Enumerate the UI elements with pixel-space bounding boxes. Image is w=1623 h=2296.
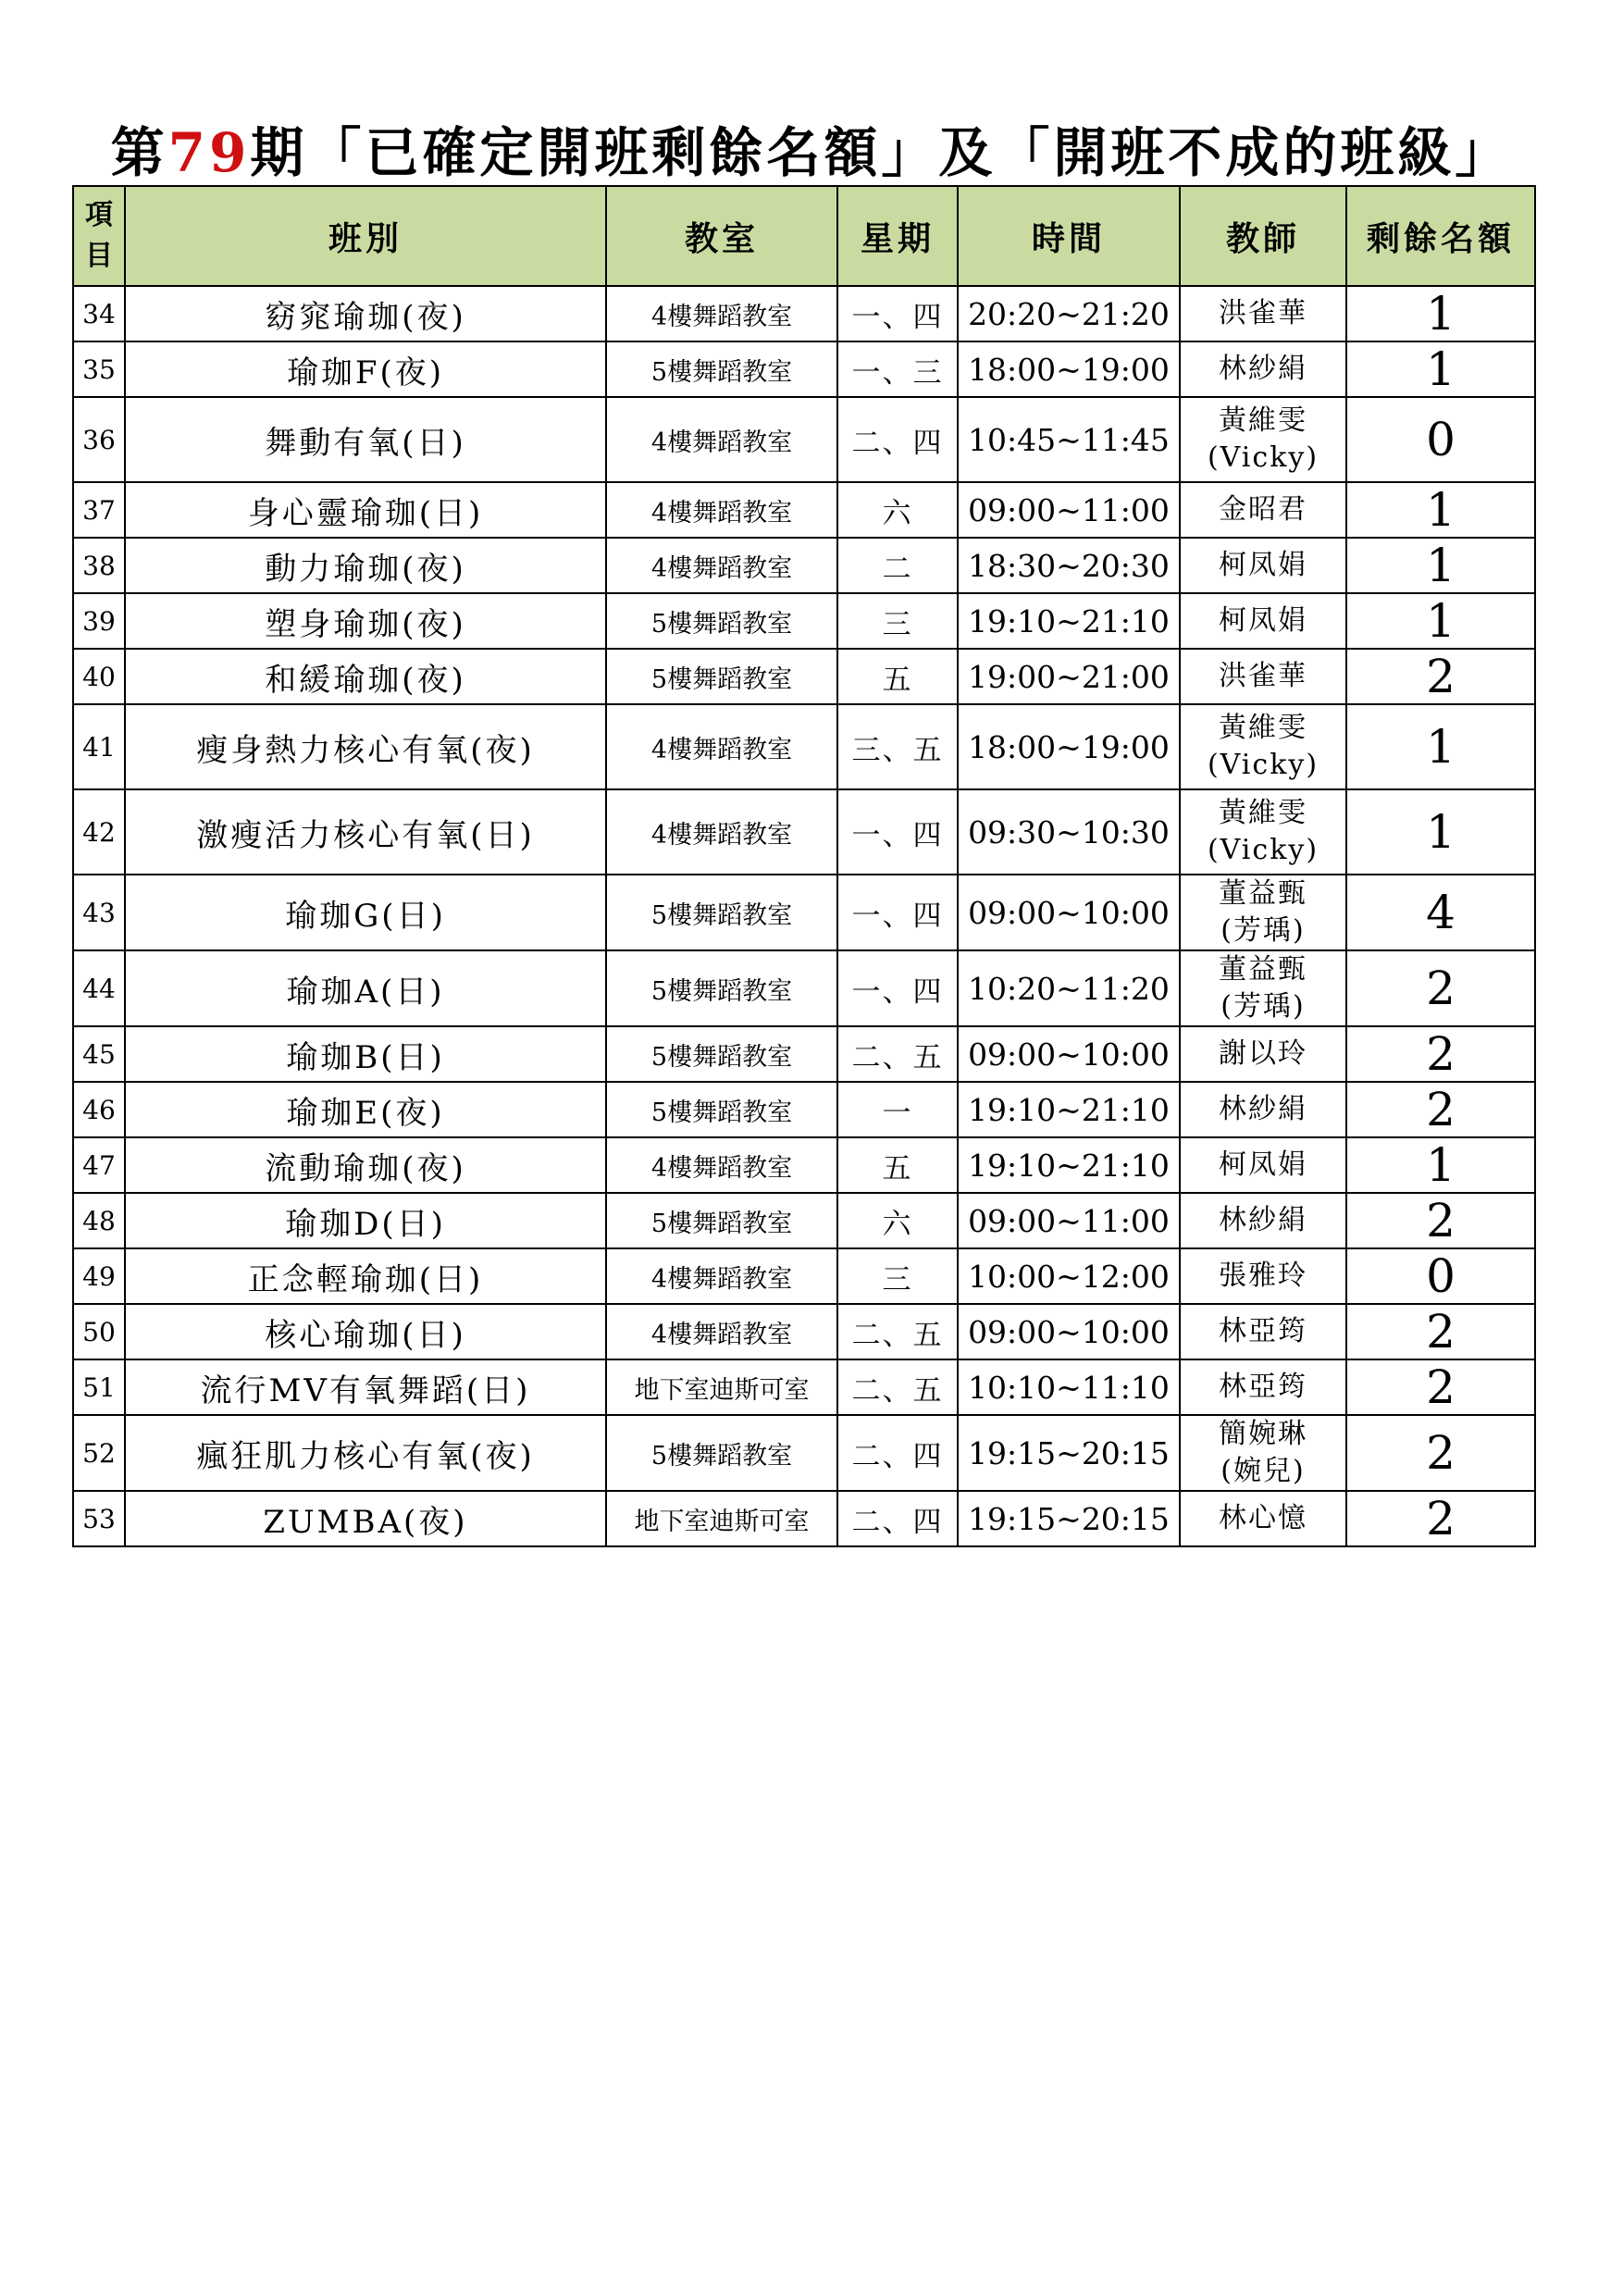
row-item-number: 44 <box>73 950 125 1026</box>
row-teacher: 張雅玲 <box>1180 1248 1346 1304</box>
row-item-number: 47 <box>73 1137 125 1193</box>
row-item-number: 46 <box>73 1082 125 1137</box>
row-teacher: 洪雀華 <box>1180 286 1346 341</box>
row-day: 二、五 <box>837 1304 958 1359</box>
row-remaining: 1 <box>1346 286 1535 341</box>
row-day: 一、四 <box>837 286 958 341</box>
row-remaining: 2 <box>1346 649 1535 704</box>
title-text: 期「已確定開班剩餘名額」及「開班不成的班級」 <box>250 121 1513 184</box>
row-teacher: 洪雀華 <box>1180 649 1346 704</box>
title-term-number: 79 <box>167 121 251 184</box>
row-class-name: 瑜珈B(日) <box>125 1026 606 1082</box>
row-room: 地下室迪斯可室 <box>606 1359 837 1415</box>
row-item-number: 43 <box>73 875 125 950</box>
row-teacher: 黃維雯 (Vicky) <box>1180 789 1346 875</box>
row-room: 4樓舞蹈教室 <box>606 482 837 538</box>
table-header-row <box>73 186 1535 286</box>
row-remaining: 1 <box>1346 1137 1535 1193</box>
row-room: 4樓舞蹈教室 <box>606 1137 837 1193</box>
row-class-name: 瘋狂肌力核心有氧(夜) <box>125 1415 606 1491</box>
row-teacher: 柯凤娟 <box>1180 593 1346 649</box>
table-row <box>73 286 1535 341</box>
row-teacher: 林心憶 <box>1180 1491 1346 1546</box>
row-room: 5樓舞蹈教室 <box>606 950 837 1026</box>
row-time: 09:00~11:00 <box>958 482 1180 538</box>
row-remaining: 1 <box>1346 538 1535 593</box>
row-remaining: 2 <box>1346 950 1535 1026</box>
row-room: 4樓舞蹈教室 <box>606 789 837 875</box>
row-room: 5樓舞蹈教室 <box>606 593 837 649</box>
row-room: 地下室迪斯可室 <box>606 1491 837 1546</box>
row-time: 19:15~20:15 <box>958 1415 1180 1491</box>
table-row <box>73 1137 1535 1193</box>
header-teacher: 教師 <box>1180 186 1346 286</box>
row-class-name: 和緩瑜珈(夜) <box>125 649 606 704</box>
row-remaining: 1 <box>1346 789 1535 875</box>
table-body <box>73 286 1535 1546</box>
row-remaining: 2 <box>1346 1082 1535 1137</box>
table-row <box>73 1491 1535 1546</box>
row-class-name: 核心瑜珈(日) <box>125 1304 606 1359</box>
row-teacher: 林亞筠 <box>1180 1359 1346 1415</box>
table-row <box>73 397 1535 482</box>
row-item-number: 42 <box>73 789 125 875</box>
row-time: 10:20~11:20 <box>958 950 1180 1026</box>
row-class-name: 窈窕瑜珈(夜) <box>125 286 606 341</box>
row-item-number: 37 <box>73 482 125 538</box>
row-day: 二、四 <box>837 1415 958 1491</box>
row-remaining: 2 <box>1346 1359 1535 1415</box>
row-teacher: 金昭君 <box>1180 482 1346 538</box>
row-teacher: 黃維雯 (Vicky) <box>1180 397 1346 482</box>
row-room: 5樓舞蹈教室 <box>606 1415 837 1491</box>
row-class-name: 瑜珈E(夜) <box>125 1082 606 1137</box>
row-class-name: 瑜珈D(日) <box>125 1193 606 1248</box>
row-item-number: 50 <box>73 1304 125 1359</box>
row-class-name: 動力瑜珈(夜) <box>125 538 606 593</box>
row-teacher: 董益甄 (芳瑀) <box>1180 875 1346 950</box>
row-day: 三 <box>837 1248 958 1304</box>
header-day: 星期 <box>837 186 958 286</box>
table-row <box>73 1415 1535 1491</box>
row-day: 一、三 <box>837 341 958 397</box>
row-time: 09:30~10:30 <box>958 789 1180 875</box>
row-time: 10:10~11:10 <box>958 1359 1180 1415</box>
row-class-name: 瑜珈A(日) <box>125 950 606 1026</box>
table-row <box>73 704 1535 789</box>
row-time: 19:10~21:10 <box>958 1082 1180 1137</box>
row-remaining: 1 <box>1346 593 1535 649</box>
row-class-name: 瑜珈G(日) <box>125 875 606 950</box>
row-remaining: 2 <box>1346 1026 1535 1082</box>
row-teacher: 柯凤娟 <box>1180 1137 1346 1193</box>
table-row <box>73 789 1535 875</box>
row-class-name: 流行MV有氧舞蹈(日) <box>125 1359 606 1415</box>
header-time: 時間 <box>958 186 1180 286</box>
row-item-number: 40 <box>73 649 125 704</box>
row-class-name: 流動瑜珈(夜) <box>125 1137 606 1193</box>
table-row <box>73 1082 1535 1137</box>
row-time: 18:00~19:00 <box>958 704 1180 789</box>
row-remaining: 2 <box>1346 1304 1535 1359</box>
row-teacher: 簡婉琳 (婉兒) <box>1180 1415 1346 1491</box>
row-class-name: 激瘦活力核心有氧(日) <box>125 789 606 875</box>
row-teacher: 林紗絹 <box>1180 341 1346 397</box>
row-class-name: 身心靈瑜珈(日) <box>125 482 606 538</box>
row-day: 五 <box>837 649 958 704</box>
row-class-name: 瑜珈F(夜) <box>125 341 606 397</box>
row-room: 4樓舞蹈教室 <box>606 286 837 341</box>
row-time: 19:10~21:10 <box>958 593 1180 649</box>
row-remaining: 2 <box>1346 1491 1535 1546</box>
row-day: 一、四 <box>837 789 958 875</box>
row-item-number: 39 <box>73 593 125 649</box>
row-time: 18:00~19:00 <box>958 341 1180 397</box>
row-day: 一、四 <box>837 950 958 1026</box>
row-time: 19:15~20:15 <box>958 1491 1180 1546</box>
row-item-number: 51 <box>73 1359 125 1415</box>
table-row <box>73 649 1535 704</box>
table-row <box>73 1304 1535 1359</box>
row-item-number: 48 <box>73 1193 125 1248</box>
row-room: 5樓舞蹈教室 <box>606 1082 837 1137</box>
row-day: 二、五 <box>837 1359 958 1415</box>
row-time: 10:45~11:45 <box>958 397 1180 482</box>
row-item-number: 36 <box>73 397 125 482</box>
header-room: 教室 <box>606 186 837 286</box>
row-class-name: ZUMBA(夜) <box>125 1491 606 1546</box>
row-remaining: 0 <box>1346 1248 1535 1304</box>
row-time: 19:10~21:10 <box>958 1137 1180 1193</box>
row-day: 一 <box>837 1082 958 1137</box>
row-item-number: 38 <box>73 538 125 593</box>
row-time: 19:00~21:00 <box>958 649 1180 704</box>
row-teacher: 黃維雯 (Vicky) <box>1180 704 1346 789</box>
row-teacher: 林亞筠 <box>1180 1304 1346 1359</box>
table-row <box>73 1248 1535 1304</box>
table-row <box>73 1026 1535 1082</box>
row-day: 六 <box>837 1193 958 1248</box>
row-day: 二、四 <box>837 397 958 482</box>
row-day: 三、五 <box>837 704 958 789</box>
row-item-number: 53 <box>73 1491 125 1546</box>
header-class-name: 班別 <box>125 186 606 286</box>
row-class-name: 瘦身熱力核心有氧(夜) <box>125 704 606 789</box>
row-time: 09:00~10:00 <box>958 1026 1180 1082</box>
row-item-number: 49 <box>73 1248 125 1304</box>
row-time: 20:20~21:20 <box>958 286 1180 341</box>
table-row <box>73 538 1535 593</box>
row-room: 5樓舞蹈教室 <box>606 649 837 704</box>
row-room: 4樓舞蹈教室 <box>606 1304 837 1359</box>
row-teacher: 董益甄 (芳瑀) <box>1180 950 1346 1026</box>
table-row <box>73 950 1535 1026</box>
row-time: 09:00~10:00 <box>958 875 1180 950</box>
table-row <box>73 1359 1535 1415</box>
table-row <box>73 593 1535 649</box>
class-availability-table <box>72 185 1536 1547</box>
row-teacher: 林紗絹 <box>1180 1082 1346 1137</box>
row-room: 5樓舞蹈教室 <box>606 1193 837 1248</box>
row-class-name: 正念輕瑜珈(日) <box>125 1248 606 1304</box>
header-item: 項目 <box>73 186 125 286</box>
row-room: 4樓舞蹈教室 <box>606 1248 837 1304</box>
table-row <box>73 482 1535 538</box>
table-row <box>73 1193 1535 1248</box>
row-teacher: 謝以玲 <box>1180 1026 1346 1082</box>
row-item-number: 41 <box>73 704 125 789</box>
row-room: 4樓舞蹈教室 <box>606 538 837 593</box>
row-remaining: 1 <box>1346 341 1535 397</box>
row-room: 4樓舞蹈教室 <box>606 704 837 789</box>
row-time: 09:00~10:00 <box>958 1304 1180 1359</box>
row-time: 10:00~12:00 <box>958 1248 1180 1304</box>
row-day: 二 <box>837 538 958 593</box>
table-row <box>73 875 1535 950</box>
row-remaining: 2 <box>1346 1415 1535 1491</box>
row-time: 18:30~20:30 <box>958 538 1180 593</box>
row-item-number: 45 <box>73 1026 125 1082</box>
table-row <box>73 341 1535 397</box>
row-item-number: 35 <box>73 341 125 397</box>
row-room: 5樓舞蹈教室 <box>606 875 837 950</box>
row-day: 六 <box>837 482 958 538</box>
row-item-number: 34 <box>73 286 125 341</box>
row-class-name: 塑身瑜珈(夜) <box>125 593 606 649</box>
row-room: 5樓舞蹈教室 <box>606 341 837 397</box>
title-prefix: 第 <box>110 121 168 184</box>
row-day: 五 <box>837 1137 958 1193</box>
row-remaining: 4 <box>1346 875 1535 950</box>
row-room: 5樓舞蹈教室 <box>606 1026 837 1082</box>
row-remaining: 2 <box>1346 1193 1535 1248</box>
row-teacher: 柯凤娟 <box>1180 538 1346 593</box>
row-room: 4樓舞蹈教室 <box>606 397 837 482</box>
row-remaining: 1 <box>1346 704 1535 789</box>
header-remaining: 剩餘名額 <box>1346 186 1535 286</box>
row-teacher: 林紗絹 <box>1180 1193 1346 1248</box>
row-time: 09:00~11:00 <box>958 1193 1180 1248</box>
row-day: 三 <box>837 593 958 649</box>
row-day: 二、五 <box>837 1026 958 1082</box>
row-day: 一、四 <box>837 875 958 950</box>
row-remaining: 1 <box>1346 482 1535 538</box>
row-day: 二、四 <box>837 1491 958 1546</box>
page-title <box>0 109 1623 187</box>
row-item-number: 52 <box>73 1415 125 1491</box>
row-remaining: 0 <box>1346 397 1535 482</box>
row-class-name: 舞動有氧(日) <box>125 397 606 482</box>
